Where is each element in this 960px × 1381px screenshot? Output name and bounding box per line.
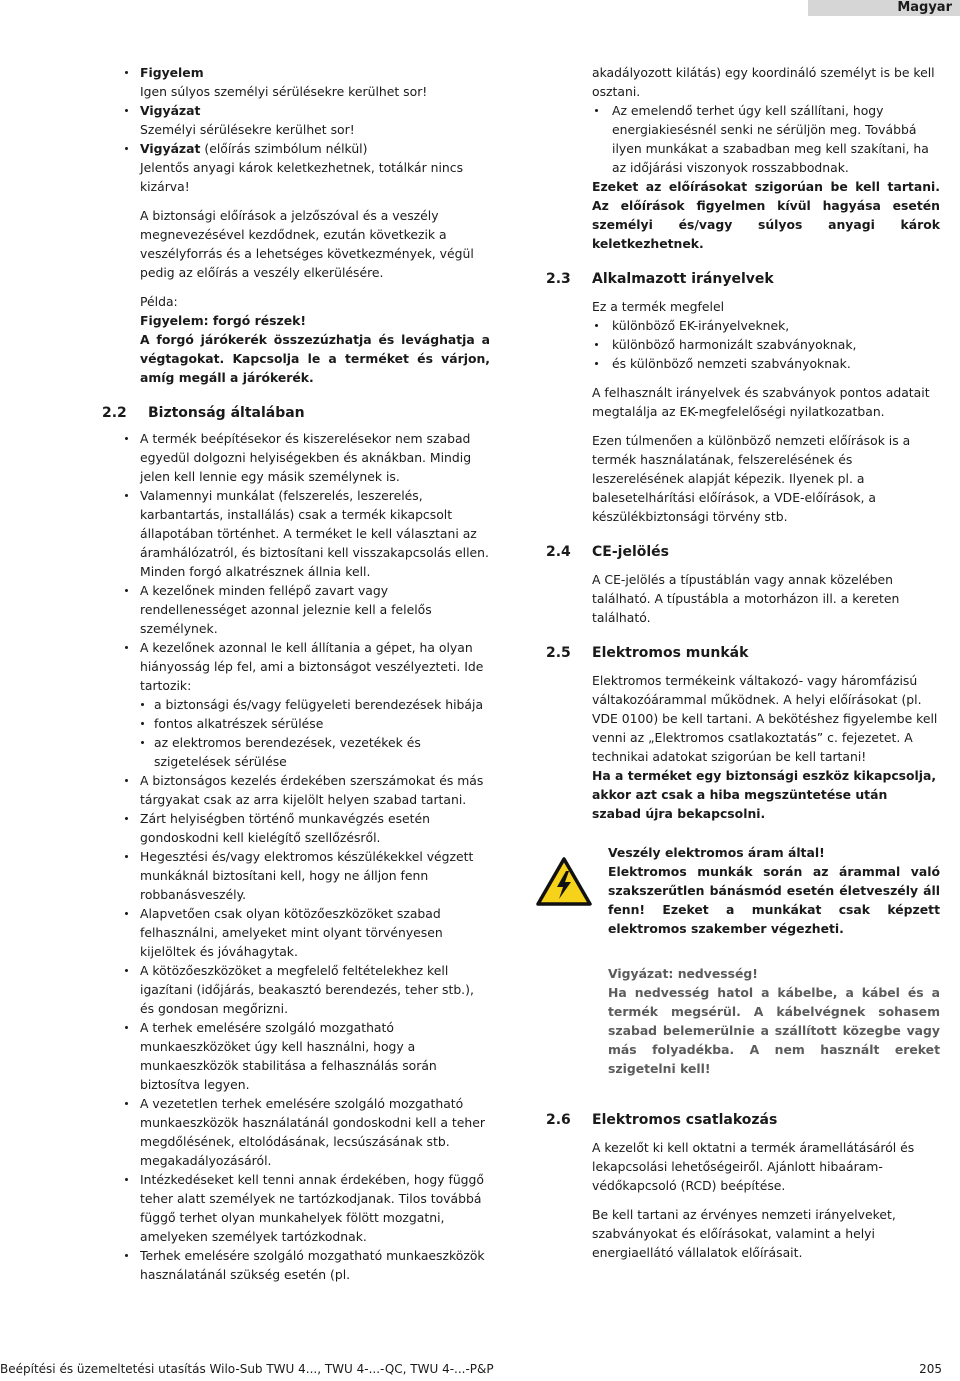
left-column <box>102 63 490 1284</box>
section-number: 2.3 <box>546 271 571 287</box>
section-number: 2.2 <box>102 405 127 421</box>
section-heading-2-6 <box>546 1110 940 1130</box>
warning-text-block <box>608 843 940 938</box>
section-heading-2-2 <box>102 403 490 423</box>
list-item: A biztonságos kezelés érdekében szerszámokat és más tárgyakat csak az arra kijelölt helyen szabad tartani. <box>120 771 490 809</box>
section-number: 2.5 <box>546 645 571 661</box>
footer-document-title: Beépítési és üzemeltetési utasítás Wilo-Sub TWU 4..., TWU 4-...-QC, TWU 4-...-P&P <box>0 1362 494 1376</box>
section-heading-2-3 <box>546 269 940 289</box>
list-item: A vezetetlen terhek emelésére szolgáló mozgatható munkaeszközök használatánál gondoskodni kell a teher megdőlésének, eltolódásának, lecsúszásának stb. megakadályozásáról. <box>120 1094 490 1170</box>
section-title: Elektromos csatlakozás <box>592 1112 778 1128</box>
caution-text: Ha nedvesség hatol a kábelbe, a kábel és a termék megsérül. A kábelvégnek sohasem szabad belemerülnie a szállított közegbe vagy más folyadékba. A nem használt ereket szigetelni kell! <box>608 985 940 1076</box>
example-label: Példa: <box>140 294 178 309</box>
list-item: A terhek emelésére szolgáló mozgatható munkaeszközöket úgy kell használni, hogy a munkaeszközök stabilitása a felhasználás során biztosítva legyen. <box>120 1018 490 1094</box>
intro-paragraph: A biztonsági előírások a jelzőszóval és a veszély megnevezésével kezdődnek, ezután következik a veszélyforrás és a lehetséges következmények, végül pedig az előírás a veszély elkerülésére. <box>140 208 474 280</box>
list-item: és különböző nemzeti szabványoknak. <box>592 354 940 373</box>
section-title: Biztonság általában <box>148 405 305 421</box>
directives-list <box>592 316 940 373</box>
list-item: Valamennyi munkálat (felszerelés, leszerelés, karbantartás, installálás) csak a termék kikapcsolt állapotában történhet. A terméket le kell választani az áramhálózatról, és biztosítani kell visszakapcsolás ellen. Minden forgó alkatrésznek állnia kell. <box>120 486 490 581</box>
signal-word: Figyelem <box>140 65 204 80</box>
signal-text: Személyi sérülésekre kerülhet sor! <box>140 122 355 137</box>
page-footer <box>0 1361 942 1377</box>
list-item: az elektromos berendezések, vezetékek és szigetelések sérülése <box>140 733 490 771</box>
list-item: Alapvetően csak olyan kötözőeszközöket szabad felhasználni, amelyeket mint olyant törvényesen kijelöltek és jóváhagytak. <box>120 904 490 961</box>
section-number: 2.4 <box>546 544 571 560</box>
list-item: Hegesztési és/vagy elektromos készülékekkel végzett munkáknál biztosítani kell, hogy ne álljon fenn robbanásveszély. <box>120 847 490 904</box>
list-item: fontos alkatrészek sérülése <box>140 714 490 733</box>
signal-word-suffix: (előírás szimbólum nélkül) <box>200 141 368 156</box>
electrical-bold-notice: Ha a terméket egy biztonsági eszköz kikapcsolja, akkor azt csak a hiba megszüntetése után szabad újra bekapcsolni. <box>592 768 937 821</box>
regulations-paragraph: Be kell tartani az érvényes nemzeti irányelveket, szabványokat és előírásokat, valamint a helyi energiaellátó vállalatok előírásait. <box>592 1207 896 1260</box>
warning-title: Veszély elektromos áram által! <box>608 845 825 860</box>
list-item: Intézkedéseket kell tenni annak érdekében, hogy függő teher alatt személyek ne tartózkodjanak. Tilos továbbá függő terhet olyan munkahelyek fölött mozgatni, amelyeken személyek tartózkodnak. <box>120 1170 490 1246</box>
section-title: CE-jelölés <box>592 544 669 560</box>
list-item: különböző harmonizált szabványoknak, <box>592 335 940 354</box>
right-column <box>546 63 940 1262</box>
section-title: Elektromos munkák <box>592 645 749 661</box>
warning-text: Elektromos munkák során az árammal való szakszerűtlen bánásmód esetén életveszély áll fenn! Ezeket a munkákat csak képzett elektromos szakember végezheti. <box>608 864 940 936</box>
list-item <box>120 63 490 101</box>
ce-paragraph: A CE-jelölés a típustáblán vagy annak közelében található. A típustábla a motorházon ill. a kereten található. <box>592 572 900 625</box>
connection-paragraph: A kezelőt ki kell oktatni a termék áramellátásáról és lekapcsolási lehetőségeiről. Ajánlott hibaáram-védőkapcsoló (RCD) beépítése. <box>592 1140 915 1193</box>
list-item <box>120 139 490 196</box>
signal-text: Jelentős anyagi károk keletkezhetnek, totálkár nincs kizárva! <box>140 160 464 194</box>
continued-text: akadályozott kilátás) egy koordináló személyt is be kell osztani. <box>592 65 935 99</box>
section-title: Alkalmazott irányelvek <box>592 271 774 287</box>
electrical-warning <box>546 843 940 938</box>
list-item: különböző EK-irányelveknek, <box>592 316 940 335</box>
list-item: Terhek emelésére szolgáló mozgatható munkaeszközök használatánál szükség esetén (pl. <box>120 1246 490 1284</box>
caution-title: Vigyázat: nedvesség! <box>608 966 758 981</box>
page-number: 205 <box>919 1362 942 1376</box>
language-tab: Magyar <box>808 0 960 16</box>
directives-lead: Ez a termék megfelel <box>592 299 725 314</box>
caution-text-block <box>608 964 940 1078</box>
transport-list <box>592 101 940 177</box>
list-item: A kötözőeszközöket a megfelelő feltételekhez kell igazítani (időjárás, beakasztó berendezés, teher stb.), és gondosan megőrizni. <box>120 961 490 1018</box>
example-title: Figyelem: forgó részek! <box>140 313 306 328</box>
signal-text: Igen súlyos személyi sérülésekre kerülhet sor! <box>140 84 428 99</box>
hazard-sub-list <box>140 695 490 771</box>
signal-word: Vigyázat <box>140 141 201 156</box>
electrical-hazard-icon <box>536 843 596 938</box>
signal-word-list <box>120 63 490 196</box>
list-item: a biztonsági és/vagy felügyeleti berendezések hibája <box>140 695 490 714</box>
example-text: A forgó járókerék összezúzhatja és levághatja a végtagokat. Kapcsolja le a terméket és várjon, amíg megáll a járókerék. <box>140 332 490 385</box>
list-item: A kezelőnek minden fellépő zavart vagy rendellenességet azonnal jeleznie kell a felelős személynek. <box>120 581 490 638</box>
list-item <box>120 101 490 139</box>
list-item: Az emelendő terhet úgy kell szállítani, hogy energiakiesésnél senki ne sérüljön meg. Továbbá ilyen munkákat a szabadban meg kell szakítani, ha az időjárási viszonyok rosszabbodnak. <box>592 101 940 177</box>
safety-list-continued <box>120 771 490 1284</box>
national-rules-paragraph: Ezen túlmenően a különböző nemzeti előírások is a termék használatának, felszerelésének és leszerelésének alapját képezik. Ilyenek pl. a balesetelhárítási előírások, a VDE-előírások, a készülékbiztonsági törvény stb. <box>592 433 911 524</box>
list-item: A kezelőnek azonnal le kell állítania a gépet, ha olyan hiányosság lép fel, ami a biztonságot veszélyezteti. Ide tartozik: <box>120 638 490 695</box>
directives-paragraph: A felhasznált irányelvek és szabványok pontos adatait megtalálja az EK-megfelelőségi nyilatkozatban. <box>592 385 930 419</box>
section-number: 2.6 <box>546 1112 571 1128</box>
mandatory-notice: Ezeket az előírásokat szigorúan be kell tartani. Az előírások figyelmen kívül hagyása esetén személyi és/vagy súlyos anyagi károk keletkezhetnek. <box>592 179 940 251</box>
list-item: Zárt helyiségben történő munkavégzés esetén gondoskodni kell kielégítő szellőzésről. <box>120 809 490 847</box>
electrical-paragraph: Elektromos termékeink váltakozó- vagy háromfázisú váltakozóárammal működnek. A helyi előírásokat (pl. VDE 0100) be kell tartani. A bekötéshez figyelembe kell venni az „Elektromos csatlakoztatás” c. fejezetet. A technikai adatokat szigorúan be kell tartani! <box>592 673 938 764</box>
section-heading-2-5 <box>546 643 940 663</box>
moisture-caution <box>546 964 940 1078</box>
list-item: A termék beépítésekor és kiszerelésekor nem szabad egyedül dolgozni helyiségekben és aknákban. Mindig jelen kell lennie egy másik személynek is. <box>120 429 490 486</box>
safety-list <box>120 429 490 695</box>
signal-word: Vigyázat <box>140 103 201 118</box>
section-heading-2-4 <box>546 542 940 562</box>
